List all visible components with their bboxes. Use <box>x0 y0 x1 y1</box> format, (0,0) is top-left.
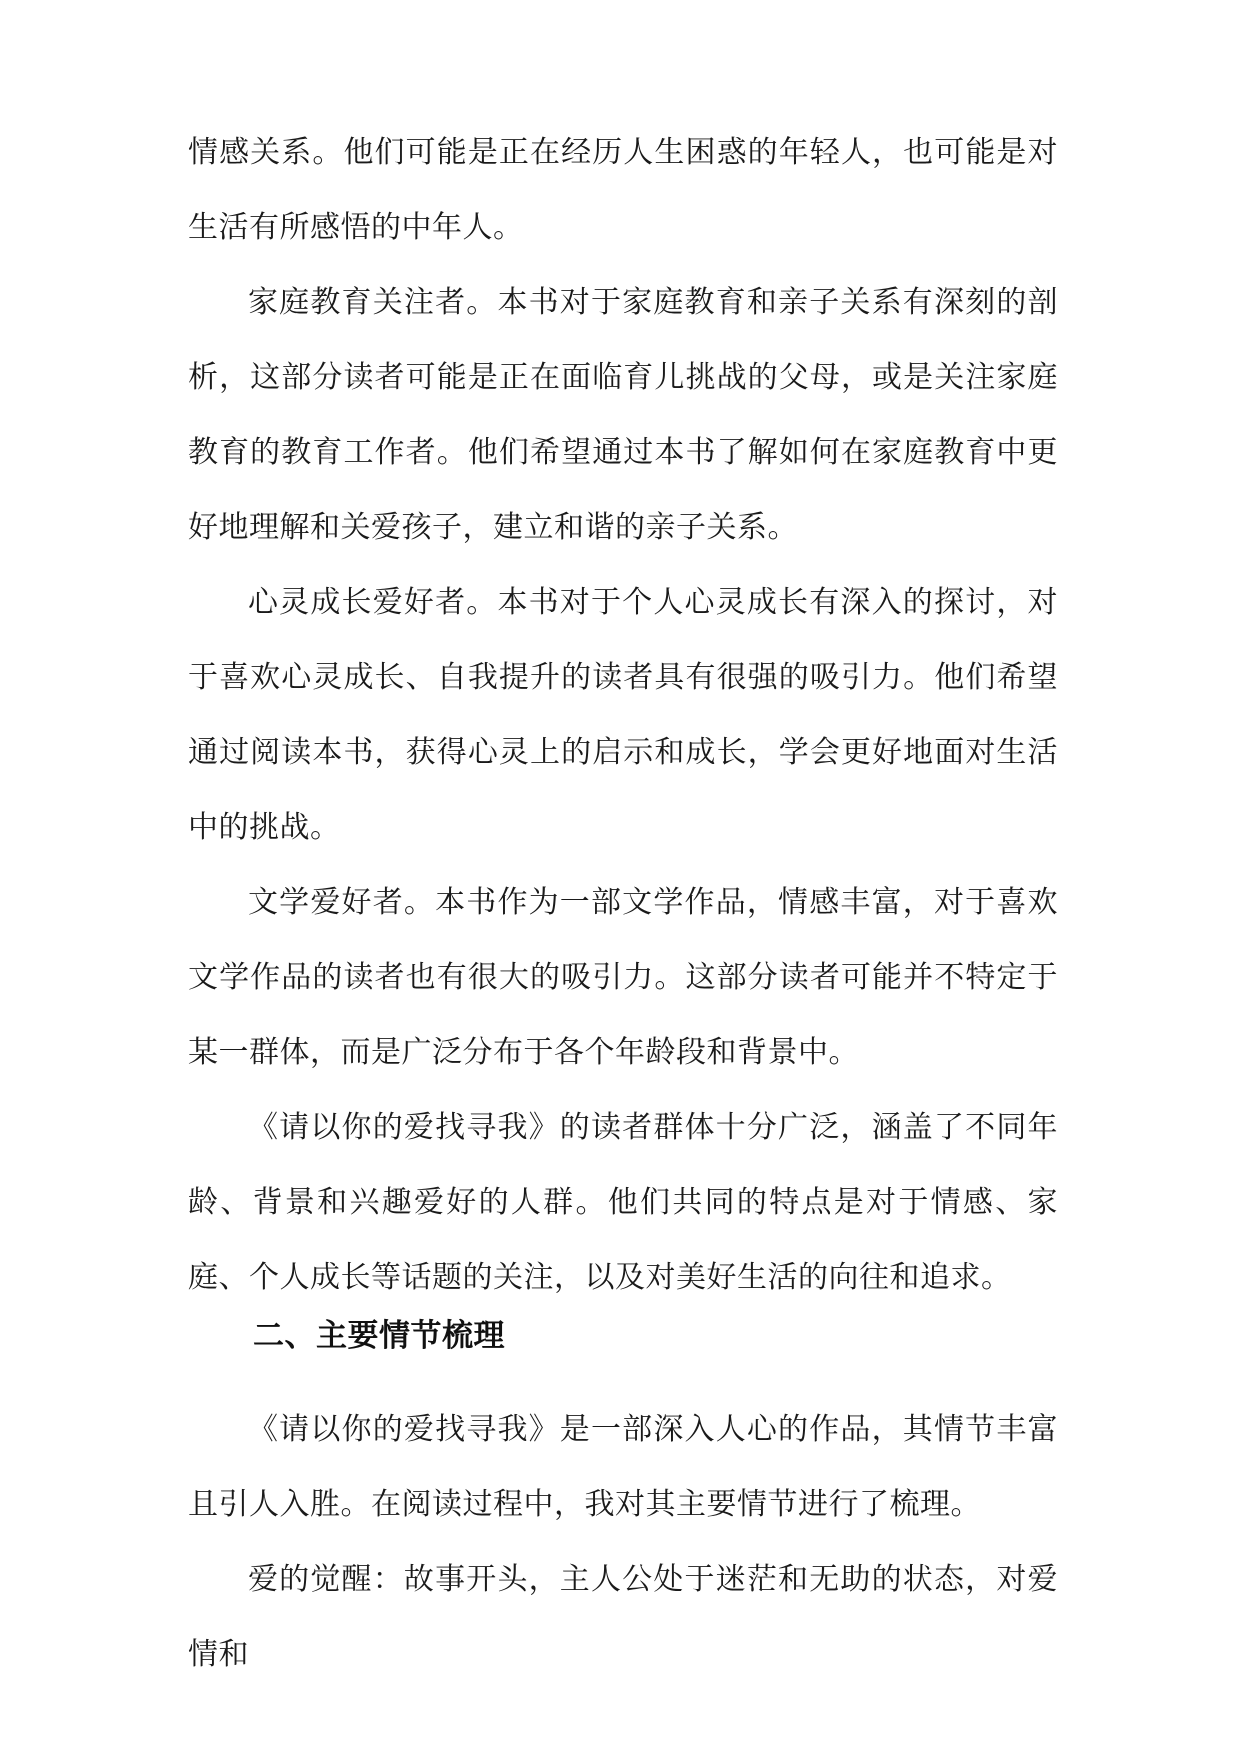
paragraph-plot-intro: 《请以你的爱找寻我》是一部深入人心的作品，其情节丰富且引人入胜。在阅读过程中，我对其主要情节进行了梳理。 <box>188 1412 1058 1522</box>
paragraph-readership-summary: 《请以你的爱找寻我》的读者群体十分广泛，涵盖了不同年龄、背景和兴趣爱好的人群。他们共同的特点是对于情感、家庭、个人成长等话题的关注，以及对美好生活的向往和追求。 <box>188 1110 1058 1295</box>
body-text-lower <box>188 1392 1058 1692</box>
paragraph-family-education: 家庭教育关注者。本书对于家庭教育和亲子关系有深刻的剖析，这部分读者可能是正在面临育儿挑战的父母，或是关注家庭教育的教育工作者。他们希望通过本书了解如何在家庭教育中更好地理解和关爱孩子，建立和谐的亲子关系。 <box>188 285 1058 545</box>
paragraph-literature-lovers: 文学爱好者。本书作为一部文学作品，情感丰富，对于喜欢文学作品的读者也有很大的吸引力。这部分读者可能并不特定于某一群体，而是广泛分布于各个年龄段和背景中。 <box>188 885 1058 1070</box>
body-text-upper <box>188 115 1058 1315</box>
paragraph-continued: 情感关系。他们可能是正在经历人生困惑的年轻人，也可能是对生活有所感悟的中年人。 <box>188 135 1058 245</box>
paragraph-spiritual-growth: 心灵成长爱好者。本书对于个人心灵成长有深入的探讨，对于喜欢心灵成长、自我提升的读者具有很强的吸引力。他们希望通过阅读本书，获得心灵上的启示和成长，学会更好地面对生活中的挑战。 <box>188 585 1058 845</box>
section-heading: 二、主要情节梳理 <box>253 1318 505 1354</box>
paragraph-love-awakening: 爱的觉醒：故事开头，主人公处于迷茫和无助的状态，对爱情和 <box>188 1562 1058 1672</box>
